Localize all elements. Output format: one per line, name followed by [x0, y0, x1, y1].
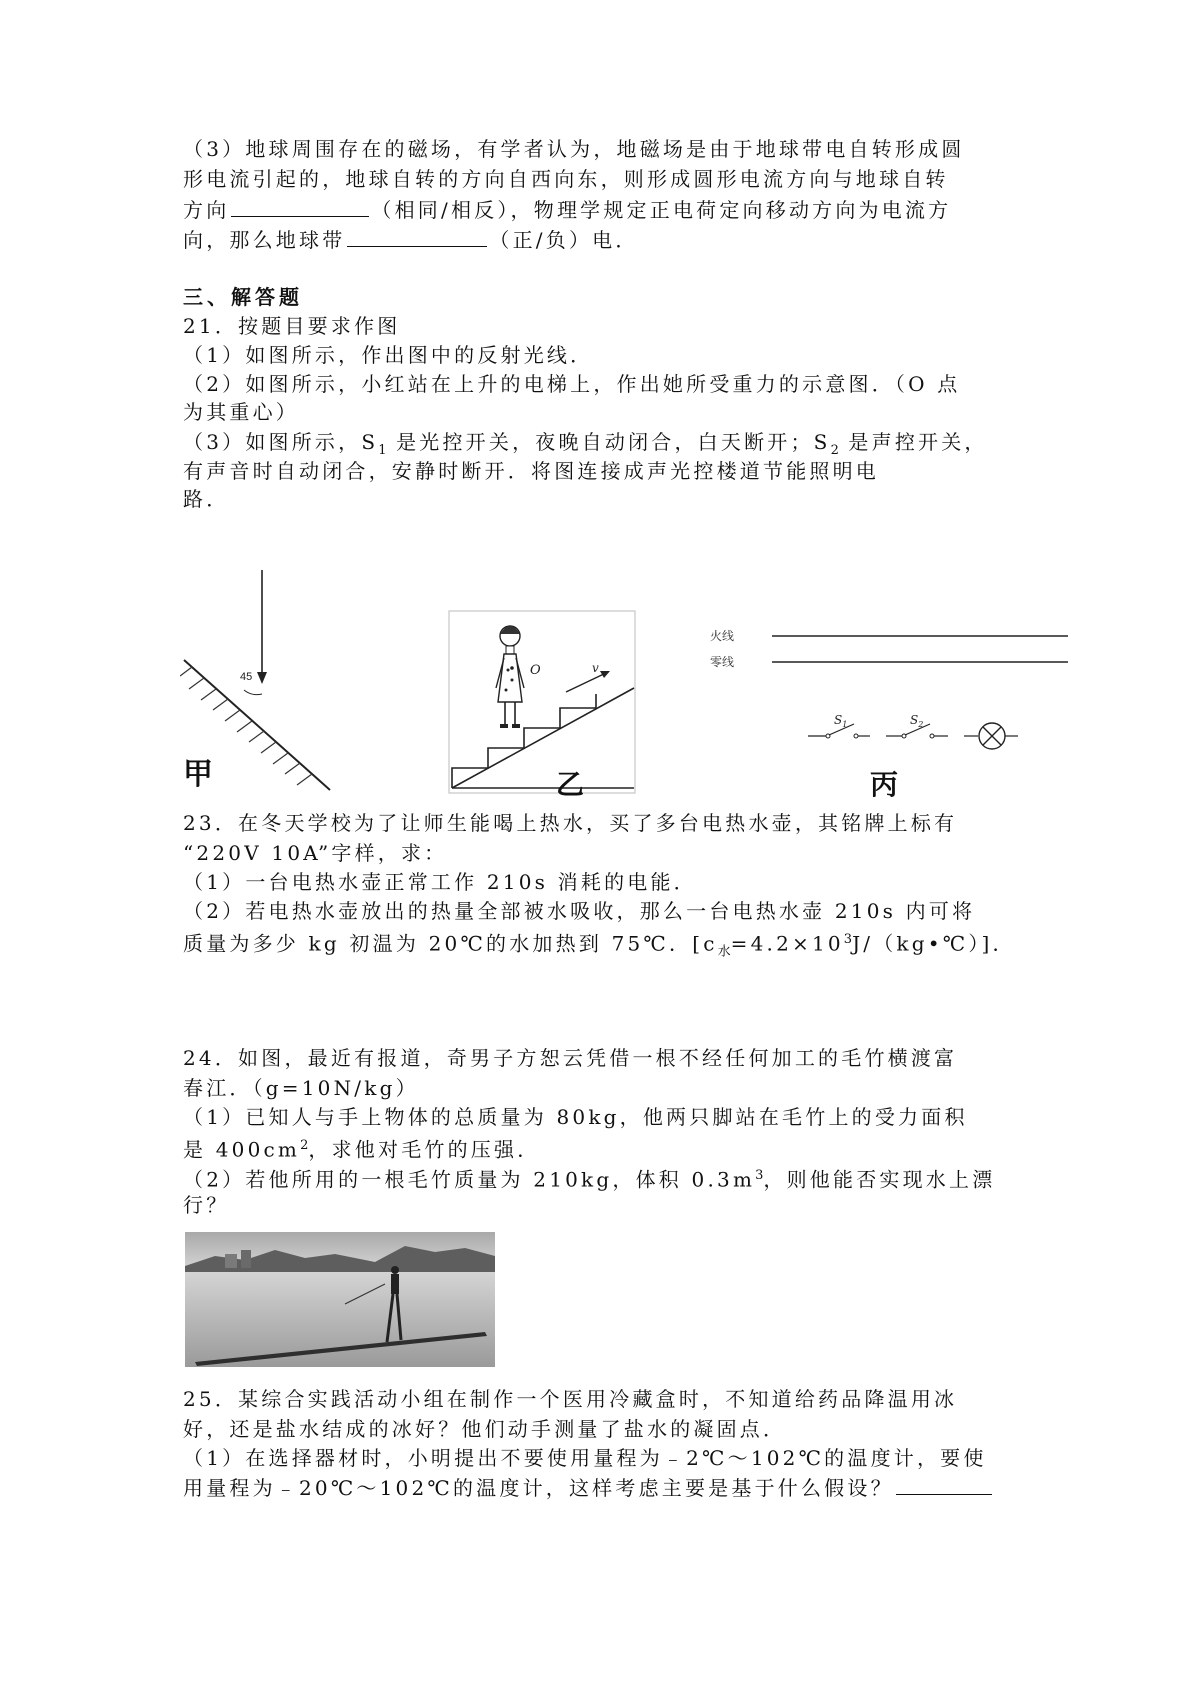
- q21-part: 为其重心）: [183, 400, 299, 424]
- q23-part: （2）若电热水壶放出的热量全部被水吸收，那么一台电热水壶 210s 内可将: [183, 899, 976, 923]
- velocity-arrow: [566, 672, 608, 692]
- answer-blank[interactable]: [231, 194, 369, 217]
- q20-line: [183, 224, 639, 255]
- figure-yi: [448, 610, 638, 798]
- q21-part: （2）如图所示，小红站在上升的电梯上，作出她所受重力的示意图．（O 点: [183, 372, 961, 396]
- q23-line: 23．在冬天学校为了让师生能喝上热水，买了多台电热水壶，其铭牌上标有: [183, 811, 958, 835]
- q24-line: 春江．（g=10N/kg）: [183, 1076, 419, 1100]
- q20-text: （正/负）电．: [489, 228, 639, 252]
- q25-part: [183, 1472, 994, 1503]
- q21-text: 是声控开关，: [838, 430, 988, 454]
- switch-s2-label: $S_2$: [910, 713, 924, 729]
- q23-text: =4.2×10: [730, 931, 844, 956]
- figure-label: 乙: [556, 769, 585, 798]
- subscript: 1: [378, 443, 387, 458]
- answer-blank[interactable]: [896, 1472, 992, 1495]
- q23-text: J/（kg•℃）]．: [852, 931, 1016, 956]
- q24-part: 行？: [183, 1193, 230, 1217]
- q23-part: [183, 925, 1016, 968]
- q24-text: （2）若他所用的一根毛竹质量为 210kg，体积 0.3m: [183, 1167, 756, 1192]
- figure-label: 甲: [183, 758, 213, 791]
- q21-stem: 21．按题目要求作图: [183, 314, 401, 338]
- escalator-incline: [452, 688, 634, 788]
- figure-jia: [180, 568, 340, 794]
- figure-bing: [708, 620, 1080, 798]
- q23-part: （1）一台电热水壶正常工作 210s 消耗的电能．: [183, 870, 697, 894]
- subscript: 水: [717, 944, 731, 960]
- velocity-label: v: [592, 661, 599, 675]
- arrow-head-icon: [257, 672, 267, 684]
- q24-line: 24．如图，最近有报道，奇男子方恕云凭借一根不经任何加工的毛竹横渡富: [183, 1046, 958, 1070]
- q24-part: （1）已知人与手上物体的总质量为 80kg，他两只脚站在毛竹上的受力面积: [183, 1105, 968, 1129]
- live-wire-label: 火线: [710, 629, 735, 643]
- q24-text: 是 400cm: [183, 1137, 301, 1162]
- neutral-wire-label: 零线: [710, 655, 735, 669]
- q21-part: 有声音时自动闭合，安静时断开．将图连接成声光控楼道节能照明电: [183, 459, 879, 483]
- q25-line: 好，还是盐水结成的冰好？他们动手测量了盐水的凝固点．: [183, 1417, 787, 1441]
- superscript: 2: [300, 1138, 309, 1153]
- q24-part: [183, 1161, 995, 1195]
- superscript: 3: [755, 1168, 764, 1183]
- q20-line: [183, 194, 951, 225]
- section-title: 三、解答题: [183, 285, 303, 309]
- q24-text: ，求他对毛竹的压强．: [308, 1137, 541, 1162]
- q21-text: 是光控开关，夜晚自动闭合，白天断开；S: [386, 430, 831, 454]
- q20-text: （相同/相反），物理学规定正电荷定向移动方向为电流方: [371, 198, 952, 222]
- river-photo: [185, 1232, 495, 1367]
- superscript: 3: [843, 932, 853, 947]
- switch-s1-label: $S_1$: [834, 713, 848, 729]
- photo-illustration: [185, 1232, 495, 1367]
- q21-part: （1）如图所示，作出图中的反射光线．: [183, 343, 594, 367]
- subscript: 2: [830, 443, 839, 458]
- q23-text: 质量为多少 kg 初温为 20℃的水加热到 75℃．[c: [183, 931, 718, 956]
- q25-text: 用量程为﹣20℃～102℃的温度计，这样考虑主要是基于什么假设？: [183, 1476, 894, 1500]
- q24-text: ，则他能否实现水上漂: [763, 1167, 996, 1192]
- q25-line: 25．某综合实践活动小组在制作一个医用冷藏盒时，不知道给药品降温用冰: [183, 1387, 958, 1411]
- q20-line: （3）地球周围存在的磁场，有学者认为，地磁场是由于地球带电自转形成圆: [183, 137, 965, 161]
- angle-label: 45: [240, 671, 253, 683]
- girl-figure: [496, 626, 524, 728]
- q21-part: 路．: [183, 487, 230, 511]
- q23-line: “220V 10A”字样，求：: [183, 841, 448, 865]
- angle-arc: [244, 690, 262, 695]
- lamp-icon: [964, 723, 1018, 749]
- q20-line: 形电流引起的，地球自转的方向自西向东，则形成圆形电流方向与地球自转: [183, 167, 949, 191]
- q24-part: [183, 1131, 540, 1165]
- q21-text: （3）如图所示，S: [183, 430, 379, 454]
- point-o-label: O: [530, 663, 541, 678]
- center-of-gravity: [510, 666, 514, 670]
- answer-blank[interactable]: [347, 224, 487, 247]
- q25-part: （1）在选择器材时，小明提出不要使用量程为﹣2℃～102℃的温度计，要使: [183, 1446, 987, 1470]
- q20-text: 向，那么地球带: [183, 228, 346, 252]
- figure-label: 丙: [870, 769, 899, 798]
- q20-text: 方向: [183, 198, 230, 222]
